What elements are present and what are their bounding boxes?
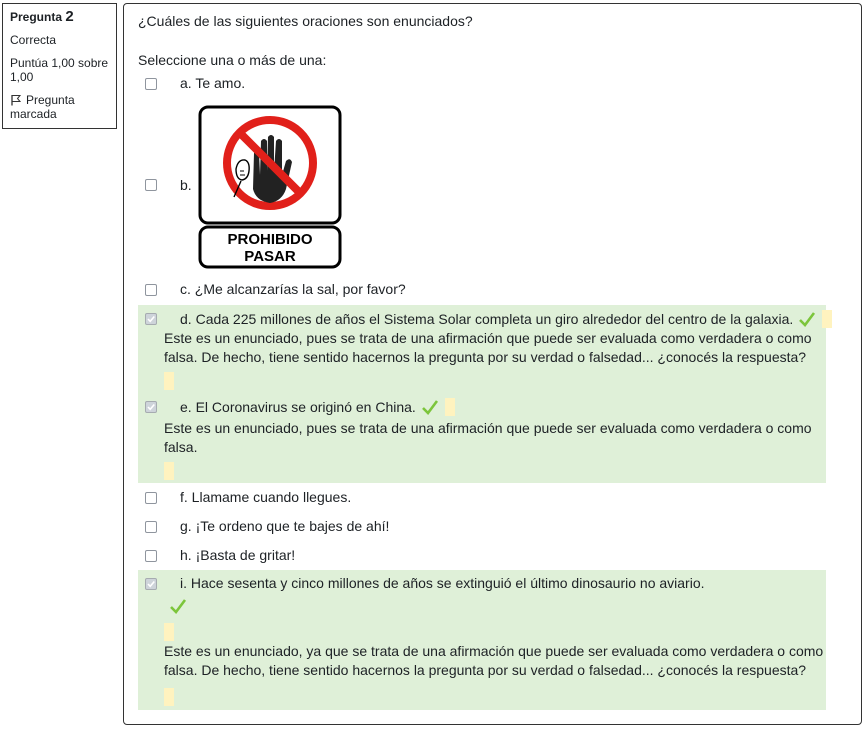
option-label-a: a. Te amo. <box>180 75 246 91</box>
answer-checkbox-i[interactable] <box>145 578 157 590</box>
prohibido-pasar-sign-image <box>198 105 344 269</box>
question-grade: Puntúa 1,00 sobre 1,00 <box>10 56 109 84</box>
flag-icon <box>10 94 22 106</box>
option-label-i: i. Hace sesenta y cinco millones de años se extinguió el último dinosaurio no aviario. <box>180 575 705 591</box>
flag-question-link[interactable]: Pregunta marcada <box>10 93 75 121</box>
option-label-e: e. El Coronavirus se originó en China. <box>180 398 455 416</box>
feedback-highlight-marker <box>164 688 174 706</box>
answer-checkbox-b[interactable] <box>145 179 157 191</box>
feedback-highlight-marker <box>164 623 174 641</box>
option-feedback-i: Este es un enunciado, ya que se trata de una afirmación que puede ser evaluada como verdadera o como falsa. De hecho, tiene sentido hacernos la pregunta por su verdad o falsedad... ¿conocés la respuesta? <box>164 643 824 678</box>
correct-check-icon <box>169 598 187 614</box>
answer-checkbox-a[interactable] <box>145 78 157 90</box>
option-feedback-e: Este es un enunciado, pues se trata de una afirmación que puede ser evaluada como verdadera o como falsa. <box>164 420 812 455</box>
option-label-f: f. Llamame cuando llegues. <box>180 489 352 505</box>
answer-option-a[interactable] <box>138 74 826 98</box>
answer-option-i[interactable] <box>138 570 826 710</box>
option-label-d: d. Cada 225 millones de años el Sistema Solar completa un giro alrededor del centro de la galaxia. <box>180 310 832 328</box>
answer-option-c[interactable] <box>138 279 826 303</box>
option-label-c: c. ¿Me alcanzarías la sal, por favor? <box>180 281 406 297</box>
answer-checkbox-c[interactable] <box>145 284 157 296</box>
sign-text-line1: PROHIBIDO <box>227 231 313 248</box>
answer-prompt: Seleccione una o más de una: <box>138 52 327 68</box>
feedback-highlight-marker <box>445 398 455 416</box>
answer-checkbox-f[interactable] <box>145 492 157 504</box>
feedback-highlight-marker <box>164 372 174 390</box>
correct-check-icon <box>421 399 439 415</box>
feedback-highlight-marker <box>164 462 174 480</box>
question-content <box>123 3 862 725</box>
option-label-g: g. ¡Te ordeno que te bajes de ahí! <box>180 518 390 534</box>
option-label-b: b. <box>180 177 192 193</box>
answer-checkbox-h[interactable] <box>145 550 157 562</box>
correct-check-icon <box>798 311 816 327</box>
option-feedback-d: Este es un enunciado, pues se trata de una afirmación que puede ser evaluada como verdadera o como falsa. De hecho, tiene sentido hacernos la pregunta por su verdad o falsedad... ¿conocés la respuesta? <box>164 330 812 365</box>
answer-checkbox-g[interactable] <box>145 521 157 533</box>
question-info-panel <box>2 3 117 129</box>
option-label-h: h. ¡Basta de gritar! <box>180 547 296 563</box>
feedback-highlight-marker <box>822 310 832 328</box>
question-text: ¿Cuáles de las siguientes oraciones son enunciados? <box>138 13 473 29</box>
answer-option-e[interactable] <box>138 392 826 483</box>
answer-option-d[interactable] <box>138 305 826 392</box>
question-number: Pregunta 2 <box>10 8 74 25</box>
answer-option-g[interactable] <box>138 515 826 541</box>
sign-text-line2: PASAR <box>244 248 296 265</box>
answer-option-h[interactable] <box>138 544 826 570</box>
answer-option-f[interactable] <box>138 486 826 512</box>
question-state: Correcta <box>10 33 57 47</box>
answer-checkbox-d[interactable] <box>145 313 157 325</box>
answer-option-b[interactable] <box>138 101 826 269</box>
answer-checkbox-e[interactable] <box>145 401 157 413</box>
